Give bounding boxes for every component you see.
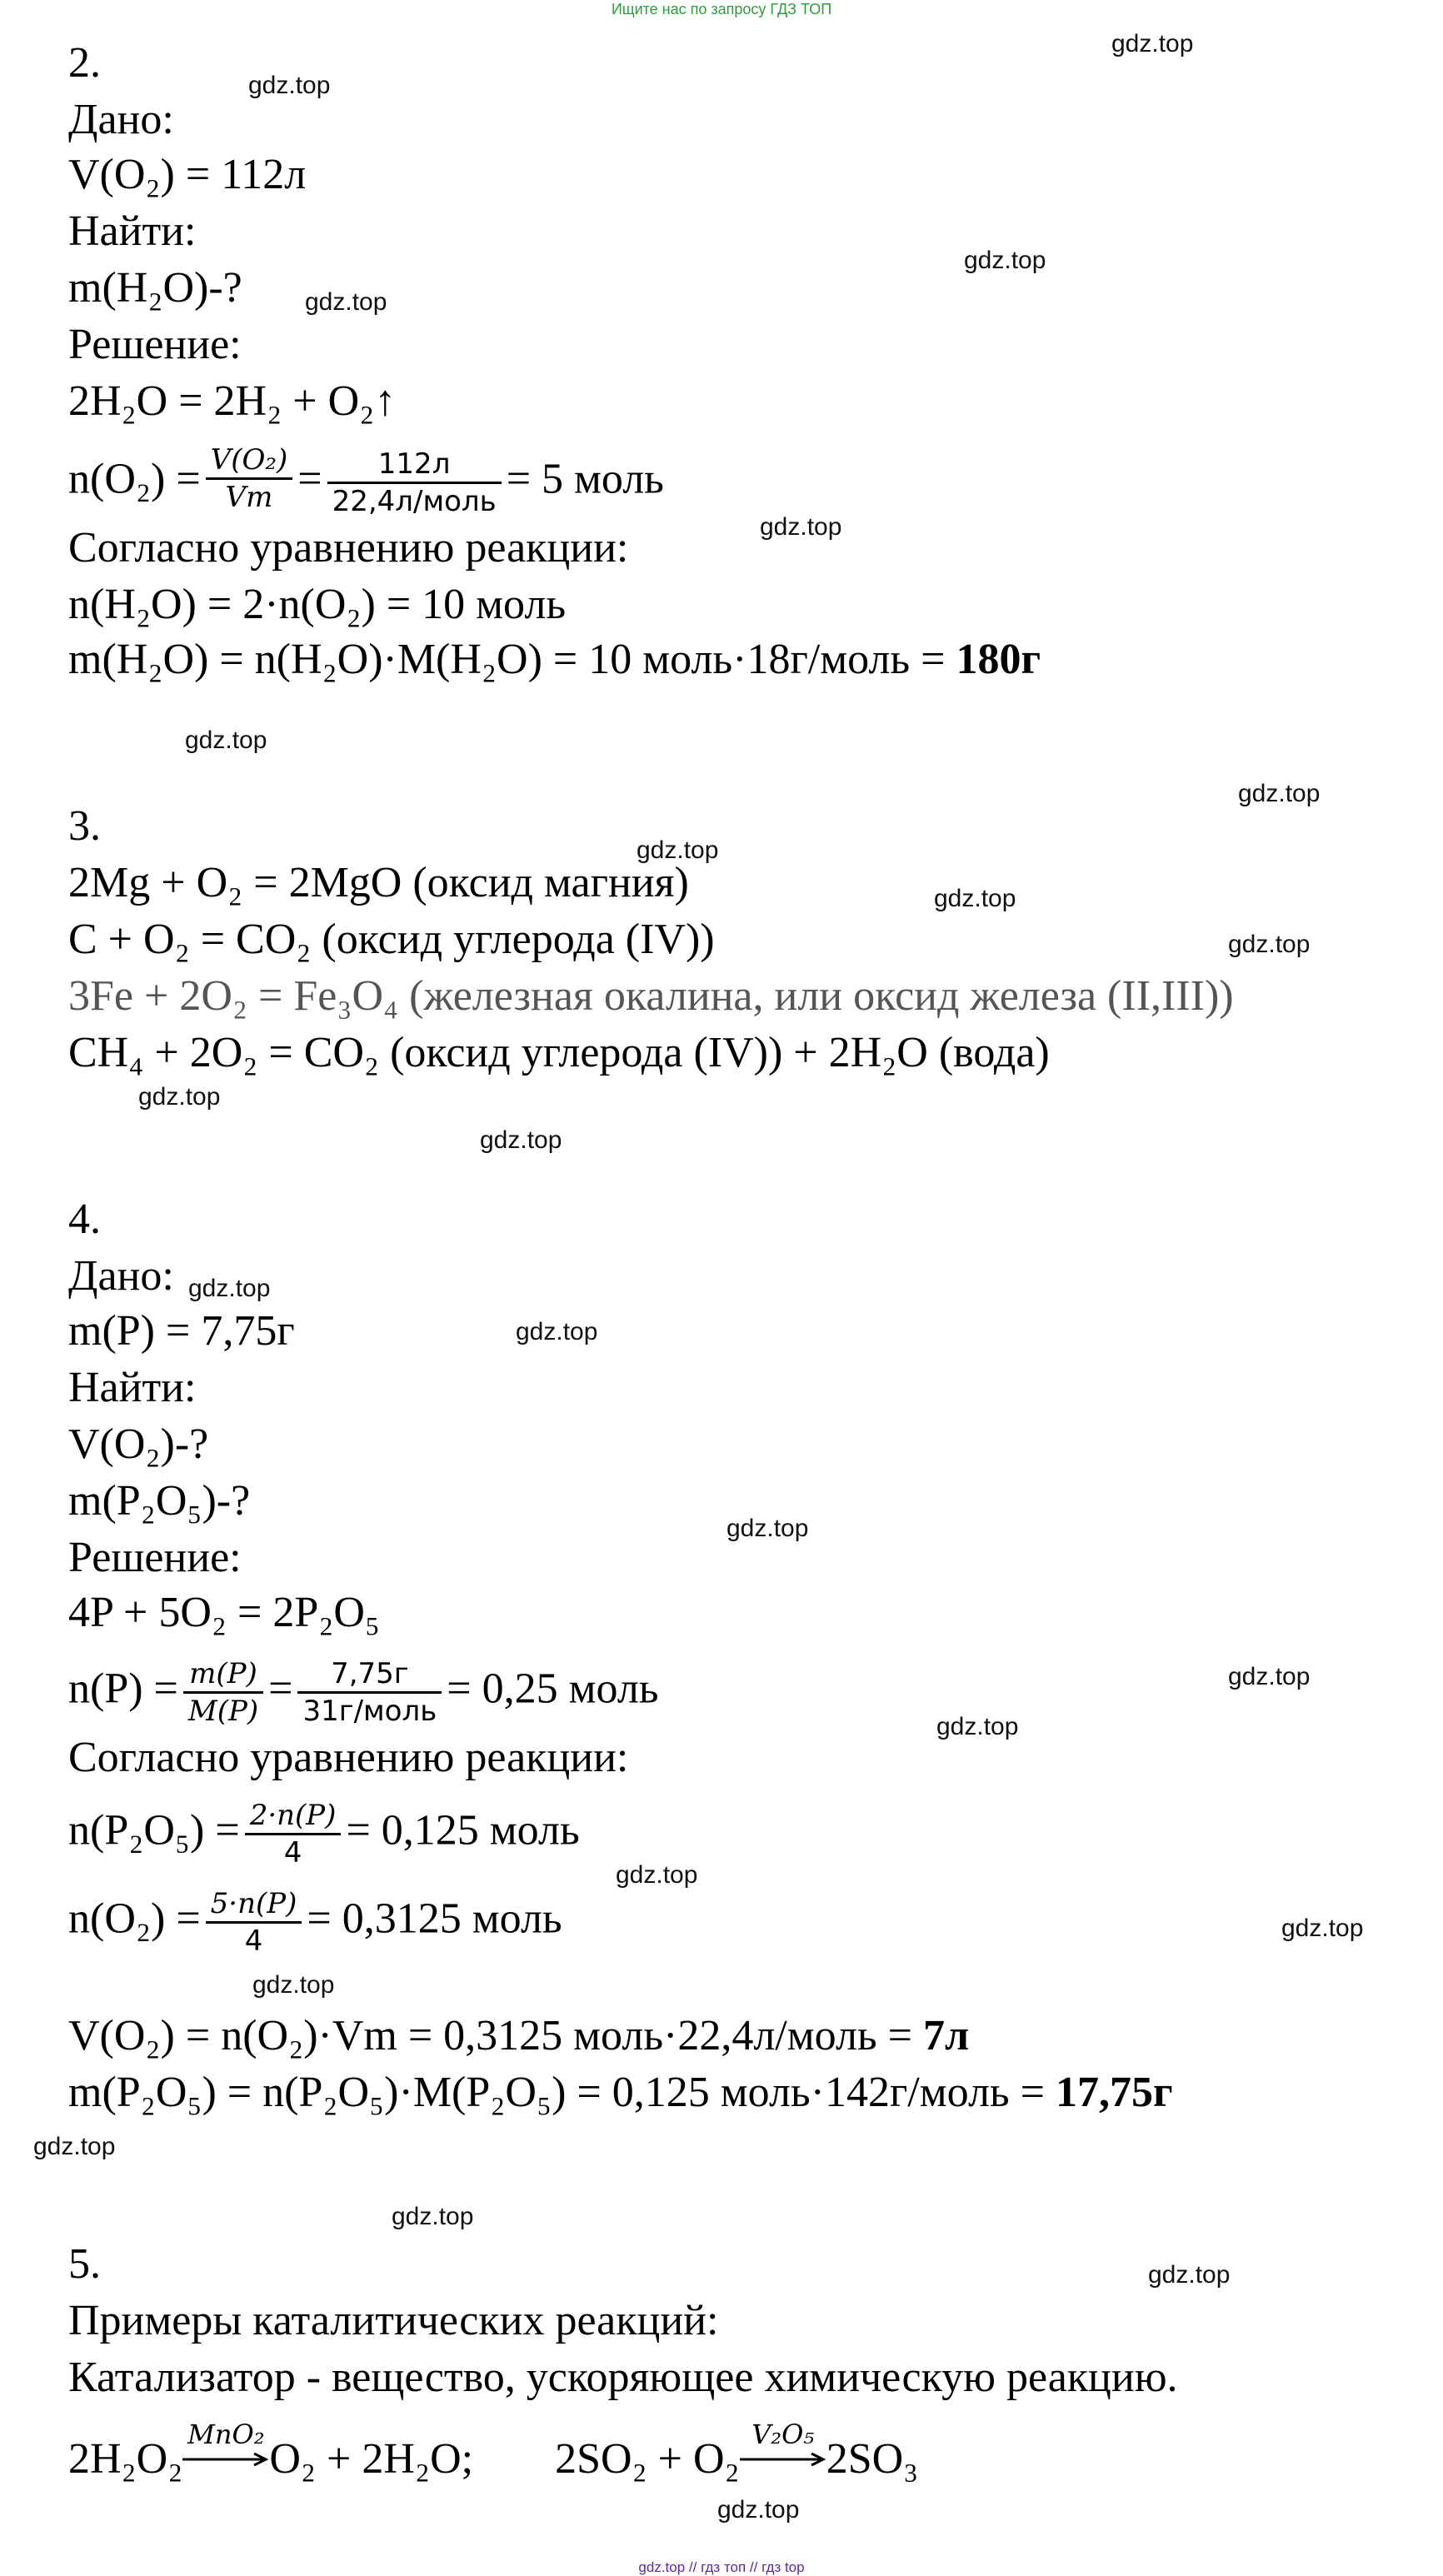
reaction-line: C + O₂ = CO₂ (оксид углерода (IV)) [68,916,715,963]
catalytic-reactions: 2H₂O₂ MnO₂ O₂ + 2H₂O; 2SO₂ + O₂ V₂O₅ 2SO₃ [68,2419,919,2483]
task-number: 5. [68,2240,101,2288]
reaction-line: CH₄ + 2O₂ = CO₂ (оксид углерода (IV)) + 2H₂O (вода) [68,1029,1050,1076]
given-label: Дано: [68,96,174,143]
watermark: gdz.top [1148,2261,1231,2289]
find-value: V(O₂)-? [68,1420,209,1468]
watermark: gdz.top [726,1515,809,1542]
mass-line: m(P₂O₅) = n(P₂O₅)·M(P₂O₅) = 0,125 моль·142г/моль = 17,75г [68,2069,1173,2116]
find-value: m(P₂O₅)-? [68,1477,251,1525]
task-number: 4. [68,1196,101,1243]
watermark: gdz.top [934,885,1016,912]
according-text: Согласно уравнению реакции: [68,1734,629,1781]
text-line: Примеры каталитических реакций: [68,2297,719,2344]
reaction-equation: 2H₂O = 2H₂ + O₂↑ [68,377,397,425]
find-label: Найти: [68,207,197,255]
given-label: Дано: [68,1252,174,1300]
task-number: 3. [68,802,101,850]
watermark: gdz.top [392,2203,474,2230]
watermark: gdz.top [1228,931,1311,958]
answer: 180г [956,636,1041,683]
watermark: gdz.top [1281,1915,1364,1942]
watermark: gdz.top [616,1861,698,1889]
watermark: gdz.top [964,247,1046,274]
volume-line: V(O₂) = n(O₂)·Vm = 0,3125 моль·22,4л/моль = 7л [68,2012,970,2059]
given-value: V(O₂) = 112л [68,151,307,198]
find-label: Найти: [68,1364,197,1411]
reaction-line: 3Fe + 2O₂ = Fe₃O₄ (железная окалина, или оксид железа (II,III)) [68,972,1234,1020]
watermark: gdz.top [305,288,387,316]
watermark: gdz.top [33,2133,116,2160]
watermark: gdz.top [1111,30,1194,57]
given-value: m(P) = 7,75г [68,1307,295,1355]
moles-formula: n(P₂O₅) = $\frac{2\cdot n(P)}{4}$ = 0,125 моль [68,1799,580,1870]
find-value: m(H₂O)-? [68,264,242,312]
reaction-line: 2Mg + O₂ = 2MgO (оксид магния) [68,859,689,906]
catalyst-arrow: MnO₂ [182,2443,269,2476]
catalyst-arrow: V₂O₅ [740,2443,826,2476]
solution-label: Решение: [68,321,242,368]
watermark: gdz.top [1238,780,1321,807]
watermark: gdz.top [480,1126,562,1154]
moles-line: n(H₂O) = 2·n(O₂) = 10 моль [68,581,567,628]
footer-links: gdz.top // гдз топ // гдз top [638,2559,805,2575]
watermark: gdz.top [1228,1663,1311,1690]
top-banner: Ищите нас по запросу ГДЗ ТОП [611,1,832,17]
watermark: gdz.top [138,1083,221,1111]
text-line: Катализатор - вещество, ускоряющее химическую реакцию. [68,2354,1178,2401]
moles-formula: n(O₂) = $\frac{\text{V(O₂)}}{Vm}$ = $\frac{112л}{\text{22,4л/моль}}$ = 5 моль [68,443,664,518]
answer: 7л [922,2012,970,2059]
watermark: gdz.top [516,1318,598,1345]
watermark: gdz.top [185,726,267,754]
according-text: Согласно уравнению реакции: [68,524,629,572]
watermark: gdz.top [717,2496,800,2524]
solution-label: Решение: [68,1534,242,1581]
moles-formula: n(P) = $\frac{m(P)}{M(P)}$ = $\frac{7,75г}{\text{31г/моль}}$ = 0,25 моль [68,1657,659,1728]
answer: 17,75г [1055,2069,1173,2116]
mass-line: m(H₂O) = n(H₂O)·M(H₂O) = 10 моль·18г/моль = 180г [68,636,1041,683]
reaction-equation: 4P + 5O₂ = 2P₂O₅ [68,1589,381,1636]
task-number: 2. [68,39,101,87]
watermark: gdz.top [637,836,719,864]
watermark: gdz.top [936,1713,1019,1740]
watermark: gdz.top [248,72,331,99]
watermark: gdz.top [252,1971,335,1999]
watermark: gdz.top [760,513,842,541]
watermark: gdz.top [188,1275,271,1302]
moles-formula: n(O₂) = $\frac{5\cdot n(P)}{4}$ = 0,3125 моль [68,1887,562,1958]
